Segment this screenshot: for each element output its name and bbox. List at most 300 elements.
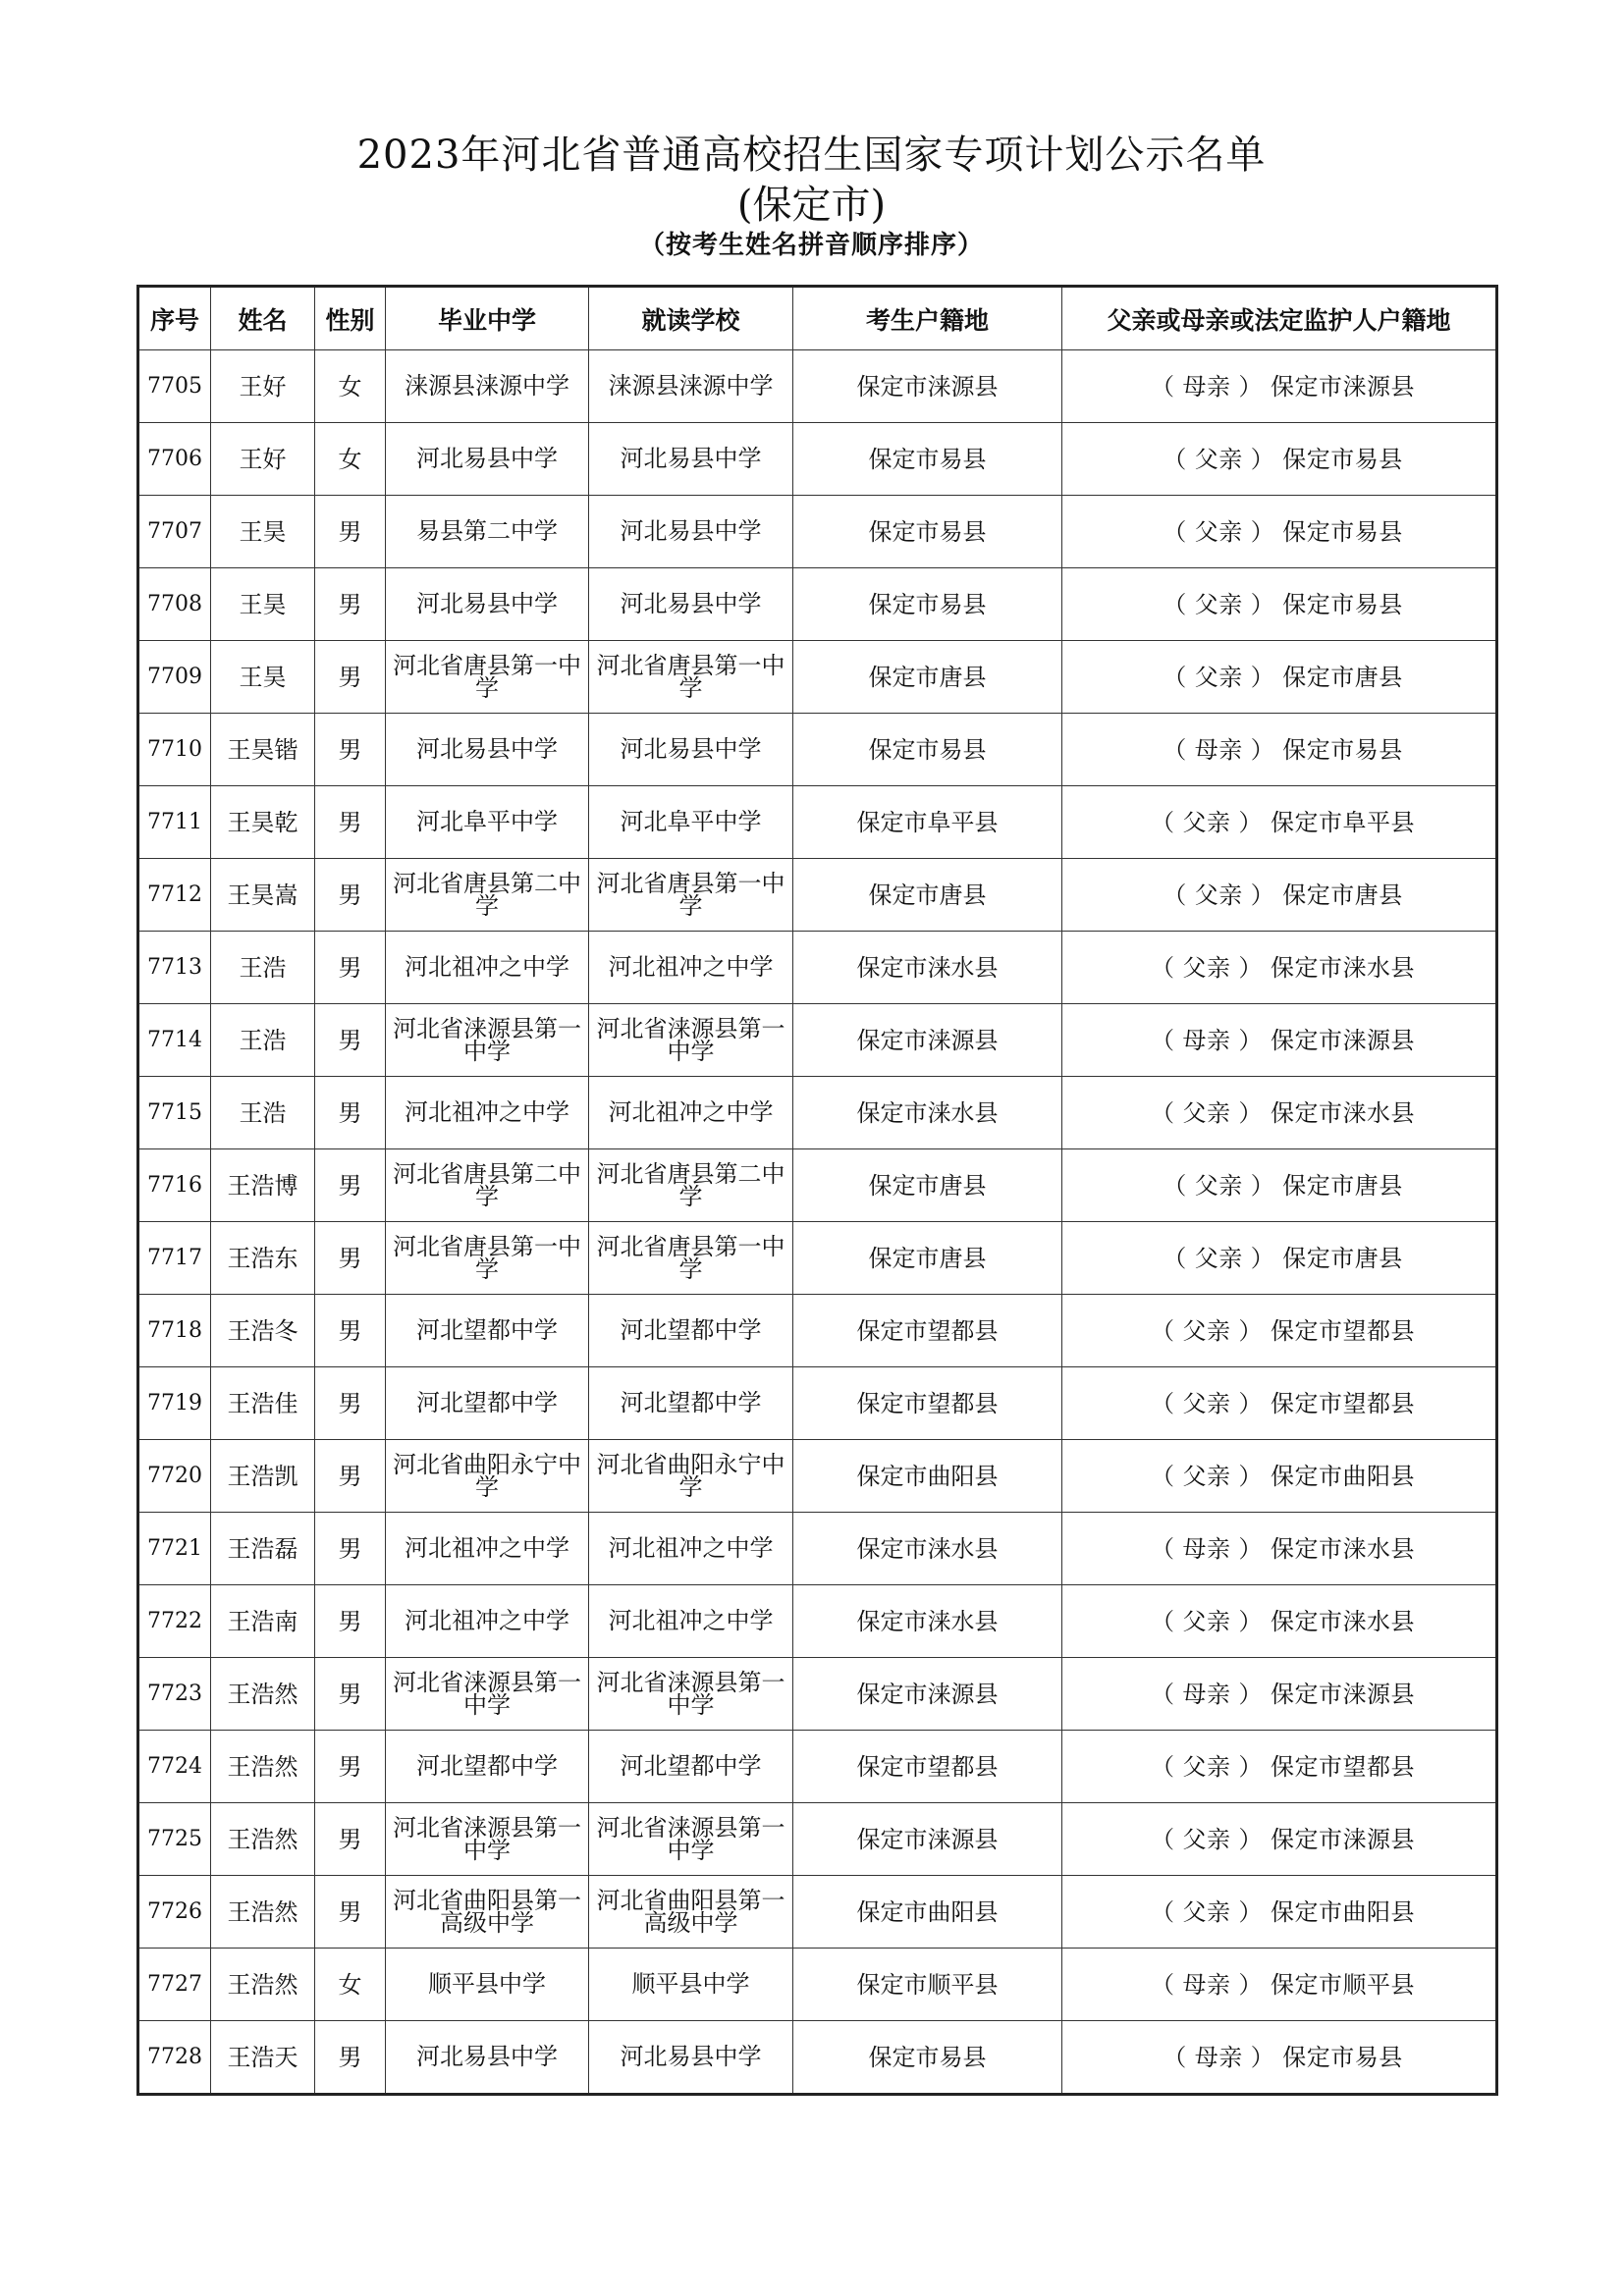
guardian-relation: 父亲 xyxy=(1182,953,1231,982)
guardian-relation: 父亲 xyxy=(1182,1098,1231,1127)
cell-no: 7726 xyxy=(138,1876,211,1949)
cell-guardian-hukou xyxy=(1062,350,1497,423)
cell-grad-school: 河北易县中学 xyxy=(386,2021,589,2095)
cell-gender: 男 xyxy=(315,932,386,1004)
cell-grad-school: 河北易县中学 xyxy=(386,568,589,641)
cell-hukou: 保定市唐县 xyxy=(793,859,1062,932)
cell-hukou: 保定市唐县 xyxy=(793,641,1062,714)
guardian-relation: 母亲 xyxy=(1194,2043,1243,2071)
cell-guardian-hukou xyxy=(1062,1295,1497,1367)
guardian-relation: 母亲 xyxy=(1182,1680,1231,1708)
table-row xyxy=(138,2021,1497,2095)
cell-guardian-hukou xyxy=(1062,496,1497,568)
cell-hukou: 保定市易县 xyxy=(793,714,1062,786)
table-row xyxy=(138,1876,1497,1949)
cell-grad-school: 河北易县中学 xyxy=(386,423,589,496)
cell-no: 7718 xyxy=(138,1295,211,1367)
guardian-place: 保定市涞水县 xyxy=(1271,953,1415,982)
table-row xyxy=(138,1367,1497,1440)
cell-gender: 男 xyxy=(315,1440,386,1513)
cell-no: 7706 xyxy=(138,423,211,496)
guardian-relation: 母亲 xyxy=(1194,735,1243,764)
table-row xyxy=(138,1149,1497,1222)
cell-grad-school: 河北望都中学 xyxy=(386,1731,589,1803)
table-row xyxy=(138,786,1497,859)
close-paren: ） xyxy=(1250,663,1275,691)
cell-gender: 男 xyxy=(315,1222,386,1295)
guardian-place: 保定市易县 xyxy=(1282,590,1403,618)
cell-name: 王浩 xyxy=(211,932,315,1004)
cell-gender: 男 xyxy=(315,1367,386,1440)
cell-study-school: 河北易县中学 xyxy=(589,423,793,496)
cell-guardian-hukou xyxy=(1062,1149,1497,1222)
cell-no: 7717 xyxy=(138,1222,211,1295)
close-paren: ） xyxy=(1250,445,1275,473)
cell-guardian-hukou xyxy=(1062,568,1497,641)
cell-guardian-hukou xyxy=(1062,1803,1497,1876)
table-row xyxy=(138,1949,1497,2021)
sort-note: （按考生姓名拼音顺序排序） xyxy=(638,231,984,260)
cell-study-school: 河北省唐县第一中学 xyxy=(589,1222,793,1295)
cell-hukou: 保定市涞源县 xyxy=(793,1803,1062,1876)
cell-no: 7720 xyxy=(138,1440,211,1513)
cell-name: 王浩然 xyxy=(211,1949,315,2021)
cell-grad-school: 河北省涞源县第一中学 xyxy=(386,1803,589,1876)
cell-no: 7725 xyxy=(138,1803,211,1876)
cell-guardian-hukou xyxy=(1062,1222,1497,1295)
cell-name: 王浩东 xyxy=(211,1222,315,1295)
close-paren: ） xyxy=(1250,735,1275,764)
cell-hukou: 保定市望都县 xyxy=(793,1367,1062,1440)
cell-hukou: 保定市唐县 xyxy=(793,1222,1062,1295)
close-paren: ） xyxy=(1238,372,1263,400)
cell-name: 王浩磊 xyxy=(211,1513,315,1585)
table-row xyxy=(138,1585,1497,1658)
close-paren: ） xyxy=(1238,1752,1263,1781)
table-row xyxy=(138,1658,1497,1731)
close-paren: ） xyxy=(1238,1316,1263,1345)
cell-no: 7710 xyxy=(138,714,211,786)
cell-hukou: 保定市曲阳县 xyxy=(793,1440,1062,1513)
open-paren: （ xyxy=(1163,517,1187,546)
header-cell-no: 序号 xyxy=(138,287,211,350)
table-row xyxy=(138,1731,1497,1803)
open-paren: （ xyxy=(1163,663,1187,691)
guardian-place: 保定市阜平县 xyxy=(1271,808,1415,836)
cell-guardian-hukou xyxy=(1062,1440,1497,1513)
cell-gender: 男 xyxy=(315,1077,386,1149)
cell-name: 王昊锴 xyxy=(211,714,315,786)
close-paren: ） xyxy=(1250,1244,1275,1272)
open-paren: （ xyxy=(1151,1462,1175,1490)
open-paren: （ xyxy=(1151,1098,1175,1127)
cell-study-school: 河北省涞源县第一中学 xyxy=(589,1803,793,1876)
open-paren: （ xyxy=(1151,1389,1175,1417)
cell-no: 7716 xyxy=(138,1149,211,1222)
cell-study-school: 河北易县中学 xyxy=(589,568,793,641)
cell-hukou: 保定市望都县 xyxy=(793,1731,1062,1803)
cell-no: 7709 xyxy=(138,641,211,714)
guardian-relation: 父亲 xyxy=(1194,517,1243,546)
cell-name: 王浩凯 xyxy=(211,1440,315,1513)
guardian-relation: 父亲 xyxy=(1194,1171,1243,1200)
cell-study-school: 河北易县中学 xyxy=(589,714,793,786)
cell-grad-school: 易县第二中学 xyxy=(386,496,589,568)
cell-hukou: 保定市涞源县 xyxy=(793,1658,1062,1731)
document-subtitle: (保定市) xyxy=(736,183,887,228)
cell-name: 王浩冬 xyxy=(211,1295,315,1367)
cell-grad-school: 顺平县中学 xyxy=(386,1949,589,2021)
guardian-place: 保定市易县 xyxy=(1282,445,1403,473)
cell-no: 7712 xyxy=(138,859,211,932)
cell-name: 王浩博 xyxy=(211,1149,315,1222)
cell-hukou: 保定市易县 xyxy=(793,496,1062,568)
cell-grad-school: 河北阜平中学 xyxy=(386,786,589,859)
cell-no: 7715 xyxy=(138,1077,211,1149)
cell-hukou: 保定市涞源县 xyxy=(793,350,1062,423)
guardian-place: 保定市涞源县 xyxy=(1271,372,1415,400)
cell-grad-school: 河北望都中学 xyxy=(386,1295,589,1367)
cell-guardian-hukou xyxy=(1062,641,1497,714)
table-row xyxy=(138,1295,1497,1367)
cell-grad-school: 河北望都中学 xyxy=(386,1367,589,1440)
cell-name: 王浩天 xyxy=(211,2021,315,2095)
cell-hukou: 保定市望都县 xyxy=(793,1295,1062,1367)
cell-name: 王浩南 xyxy=(211,1585,315,1658)
open-paren: （ xyxy=(1151,1607,1175,1635)
cell-hukou: 保定市涞水县 xyxy=(793,1585,1062,1658)
guardian-relation: 父亲 xyxy=(1182,1607,1231,1635)
close-paren: ） xyxy=(1250,590,1275,618)
cell-grad-school: 河北省唐县第二中学 xyxy=(386,859,589,932)
header-cell-hukou: 考生户籍地 xyxy=(793,287,1062,350)
close-paren: ） xyxy=(1238,808,1263,836)
guardian-place: 保定市唐县 xyxy=(1282,881,1403,909)
cell-name: 王浩 xyxy=(211,1077,315,1149)
cell-grad-school: 河北祖冲之中学 xyxy=(386,1585,589,1658)
guardian-place: 保定市望都县 xyxy=(1271,1752,1415,1781)
cell-gender: 男 xyxy=(315,1876,386,1949)
guardian-relation: 父亲 xyxy=(1182,1752,1231,1781)
cell-grad-school: 河北省唐县第一中学 xyxy=(386,641,589,714)
cell-study-school: 顺平县中学 xyxy=(589,1949,793,2021)
guardian-relation: 父亲 xyxy=(1194,663,1243,691)
cell-hukou: 保定市易县 xyxy=(793,568,1062,641)
close-paren: ） xyxy=(1238,1970,1263,1999)
close-paren: ） xyxy=(1238,1825,1263,1853)
cell-gender: 男 xyxy=(315,496,386,568)
cell-study-school: 河北祖冲之中学 xyxy=(589,1513,793,1585)
cell-no: 7707 xyxy=(138,496,211,568)
cell-name: 王浩然 xyxy=(211,1876,315,1949)
guardian-relation: 母亲 xyxy=(1182,1026,1231,1054)
roster-table xyxy=(136,285,1498,2096)
cell-guardian-hukou xyxy=(1062,1077,1497,1149)
guardian-place: 保定市易县 xyxy=(1282,2043,1403,2071)
cell-no: 7724 xyxy=(138,1731,211,1803)
header-cell-name: 姓名 xyxy=(211,287,315,350)
guardian-place: 保定市唐县 xyxy=(1282,1244,1403,1272)
close-paren: ） xyxy=(1250,2043,1275,2071)
open-paren: （ xyxy=(1151,1680,1175,1708)
close-paren: ） xyxy=(1238,1026,1263,1054)
cell-name: 王昊 xyxy=(211,641,315,714)
cell-guardian-hukou xyxy=(1062,714,1497,786)
cell-hukou: 保定市顺平县 xyxy=(793,1949,1062,2021)
cell-study-school: 河北望都中学 xyxy=(589,1295,793,1367)
cell-study-school: 河北省涞源县第一中学 xyxy=(589,1004,793,1077)
cell-grad-school: 河北祖冲之中学 xyxy=(386,932,589,1004)
open-paren: （ xyxy=(1151,1534,1175,1563)
cell-guardian-hukou xyxy=(1062,1731,1497,1803)
cell-name: 王好 xyxy=(211,350,315,423)
cell-gender: 男 xyxy=(315,1004,386,1077)
table-row xyxy=(138,1004,1497,1077)
close-paren: ） xyxy=(1250,1171,1275,1200)
close-paren: ） xyxy=(1238,1098,1263,1127)
table-body xyxy=(138,350,1497,2095)
cell-guardian-hukou xyxy=(1062,423,1497,496)
table-row xyxy=(138,932,1497,1004)
cell-hukou: 保定市唐县 xyxy=(793,1149,1062,1222)
cell-gender: 男 xyxy=(315,1295,386,1367)
cell-hukou: 保定市涞源县 xyxy=(793,1004,1062,1077)
cell-study-school: 河北易县中学 xyxy=(589,2021,793,2095)
open-paren: （ xyxy=(1163,445,1187,473)
cell-grad-school: 河北省唐县第一中学 xyxy=(386,1222,589,1295)
table-row xyxy=(138,1513,1497,1585)
guardian-place: 保定市唐县 xyxy=(1282,1171,1403,1200)
cell-grad-school: 河北省曲阳永宁中学 xyxy=(386,1440,589,1513)
cell-guardian-hukou xyxy=(1062,859,1497,932)
cell-grad-school: 河北易县中学 xyxy=(386,714,589,786)
open-paren: （ xyxy=(1163,1244,1187,1272)
table-row xyxy=(138,1222,1497,1295)
cell-guardian-hukou xyxy=(1062,932,1497,1004)
cell-grad-school: 河北省涞源县第一中学 xyxy=(386,1658,589,1731)
table-row xyxy=(138,1077,1497,1149)
close-paren: ） xyxy=(1238,1680,1263,1708)
cell-hukou: 保定市易县 xyxy=(793,423,1062,496)
cell-name: 王昊 xyxy=(211,496,315,568)
close-paren: ） xyxy=(1238,1534,1263,1563)
guardian-relation: 父亲 xyxy=(1194,1244,1243,1272)
cell-no: 7722 xyxy=(138,1585,211,1658)
cell-gender: 男 xyxy=(315,1149,386,1222)
close-paren: ） xyxy=(1238,1462,1263,1490)
cell-study-school: 河北省唐县第一中学 xyxy=(589,641,793,714)
guardian-relation: 父亲 xyxy=(1182,808,1231,836)
cell-grad-school: 河北祖冲之中学 xyxy=(386,1513,589,1585)
cell-gender: 男 xyxy=(315,2021,386,2095)
open-paren: （ xyxy=(1163,590,1187,618)
cell-no: 7719 xyxy=(138,1367,211,1440)
cell-hukou: 保定市涞水县 xyxy=(793,1513,1062,1585)
guardian-place: 保定市易县 xyxy=(1282,517,1403,546)
guardian-relation: 母亲 xyxy=(1182,1534,1231,1563)
cell-name: 王昊 xyxy=(211,568,315,641)
cell-gender: 女 xyxy=(315,1949,386,2021)
open-paren: （ xyxy=(1151,1897,1175,1926)
guardian-relation: 父亲 xyxy=(1194,590,1243,618)
cell-study-school: 河北省涞源县第一中学 xyxy=(589,1658,793,1731)
cell-gender: 女 xyxy=(315,423,386,496)
open-paren: （ xyxy=(1163,1171,1187,1200)
cell-hukou: 保定市涞水县 xyxy=(793,932,1062,1004)
cell-no: 7728 xyxy=(138,2021,211,2095)
open-paren: （ xyxy=(1163,881,1187,909)
cell-study-school: 河北省曲阳县第一高级中学 xyxy=(589,1876,793,1949)
cell-gender: 男 xyxy=(315,1585,386,1658)
close-paren: ） xyxy=(1238,1897,1263,1926)
cell-gender: 男 xyxy=(315,1658,386,1731)
guardian-place: 保定市顺平县 xyxy=(1271,1970,1415,1999)
cell-name: 王浩然 xyxy=(211,1658,315,1731)
cell-no: 7723 xyxy=(138,1658,211,1731)
close-paren: ） xyxy=(1250,517,1275,546)
open-paren: （ xyxy=(1151,1825,1175,1853)
guardian-place: 保定市涞水县 xyxy=(1271,1607,1415,1635)
cell-study-school: 涞源县涞源中学 xyxy=(589,350,793,423)
cell-no: 7714 xyxy=(138,1004,211,1077)
guardian-place: 保定市涞源县 xyxy=(1271,1825,1415,1853)
open-paren: （ xyxy=(1151,808,1175,836)
header-cell-guardian-hukou: 父亲或母亲或法定监护人户籍地 xyxy=(1062,287,1497,350)
guardian-place: 保定市望都县 xyxy=(1271,1389,1415,1417)
document-title: 2023年河北省普通高校招生国家专项计划公示名单 xyxy=(356,133,1267,178)
cell-hukou: 保定市涞水县 xyxy=(793,1077,1062,1149)
header-cell-grad-school: 毕业中学 xyxy=(386,287,589,350)
open-paren: （ xyxy=(1151,372,1175,400)
header-cell-study-school: 就读学校 xyxy=(589,287,793,350)
guardian-relation: 父亲 xyxy=(1182,1316,1231,1345)
cell-study-school: 河北望都中学 xyxy=(589,1367,793,1440)
cell-study-school: 河北祖冲之中学 xyxy=(589,1077,793,1149)
cell-grad-school: 涞源县涞源中学 xyxy=(386,350,589,423)
guardian-place: 保定市曲阳县 xyxy=(1271,1462,1415,1490)
cell-no: 7727 xyxy=(138,1949,211,2021)
cell-name: 王好 xyxy=(211,423,315,496)
cell-no: 7721 xyxy=(138,1513,211,1585)
cell-guardian-hukou xyxy=(1062,786,1497,859)
cell-study-school: 河北望都中学 xyxy=(589,1731,793,1803)
guardian-relation: 父亲 xyxy=(1182,1389,1231,1417)
cell-study-school: 河北省唐县第二中学 xyxy=(589,1149,793,1222)
cell-gender: 男 xyxy=(315,859,386,932)
cell-no: 7705 xyxy=(138,350,211,423)
cell-gender: 男 xyxy=(315,1731,386,1803)
guardian-relation: 母亲 xyxy=(1182,1970,1231,1999)
open-paren: （ xyxy=(1151,1970,1175,1999)
guardian-place: 保定市涞水县 xyxy=(1271,1534,1415,1563)
cell-gender: 男 xyxy=(315,1803,386,1876)
close-paren: ） xyxy=(1250,881,1275,909)
close-paren: ） xyxy=(1238,953,1263,982)
cell-gender: 男 xyxy=(315,568,386,641)
cell-guardian-hukou xyxy=(1062,1658,1497,1731)
open-paren: （ xyxy=(1163,735,1187,764)
cell-guardian-hukou xyxy=(1062,2021,1497,2095)
cell-study-school: 河北祖冲之中学 xyxy=(589,1585,793,1658)
cell-gender: 男 xyxy=(315,1513,386,1585)
guardian-place: 保定市涞源县 xyxy=(1271,1026,1415,1054)
cell-guardian-hukou xyxy=(1062,1004,1497,1077)
cell-no: 7708 xyxy=(138,568,211,641)
cell-no: 7711 xyxy=(138,786,211,859)
guardian-relation: 父亲 xyxy=(1194,881,1243,909)
guardian-place: 保定市涞源县 xyxy=(1271,1680,1415,1708)
table-header-row xyxy=(138,287,1497,350)
table-row xyxy=(138,641,1497,714)
table-row xyxy=(138,568,1497,641)
cell-grad-school: 河北祖冲之中学 xyxy=(386,1077,589,1149)
open-paren: （ xyxy=(1163,2043,1187,2071)
cell-name: 王浩佳 xyxy=(211,1367,315,1440)
guardian-relation: 父亲 xyxy=(1182,1825,1231,1853)
open-paren: （ xyxy=(1151,1752,1175,1781)
cell-gender: 男 xyxy=(315,714,386,786)
cell-name: 王浩然 xyxy=(211,1803,315,1876)
guardian-relation: 父亲 xyxy=(1182,1897,1231,1926)
table-row xyxy=(138,859,1497,932)
cell-guardian-hukou xyxy=(1062,1876,1497,1949)
guardian-place: 保定市易县 xyxy=(1282,735,1403,764)
cell-no: 7713 xyxy=(138,932,211,1004)
cell-hukou: 保定市阜平县 xyxy=(793,786,1062,859)
close-paren: ） xyxy=(1238,1389,1263,1417)
cell-gender: 男 xyxy=(315,786,386,859)
close-paren: ） xyxy=(1238,1607,1263,1635)
cell-gender: 女 xyxy=(315,350,386,423)
table-row xyxy=(138,350,1497,423)
cell-study-school: 河北阜平中学 xyxy=(589,786,793,859)
guardian-place: 保定市曲阳县 xyxy=(1271,1897,1415,1926)
cell-hukou: 保定市曲阳县 xyxy=(793,1876,1062,1949)
cell-study-school: 河北祖冲之中学 xyxy=(589,932,793,1004)
cell-study-school: 河北省唐县第一中学 xyxy=(589,859,793,932)
cell-hukou: 保定市易县 xyxy=(793,2021,1062,2095)
cell-study-school: 河北省曲阳永宁中学 xyxy=(589,1440,793,1513)
cell-name: 王昊嵩 xyxy=(211,859,315,932)
table-row xyxy=(138,714,1497,786)
guardian-place: 保定市唐县 xyxy=(1282,663,1403,691)
table-row xyxy=(138,1803,1497,1876)
cell-grad-school: 河北省涞源县第一中学 xyxy=(386,1004,589,1077)
cell-study-school: 河北易县中学 xyxy=(589,496,793,568)
table-row xyxy=(138,423,1497,496)
guardian-place: 保定市望都县 xyxy=(1271,1316,1415,1345)
guardian-relation: 父亲 xyxy=(1182,1462,1231,1490)
cell-name: 王昊乾 xyxy=(211,786,315,859)
header-cell-gender: 性别 xyxy=(315,287,386,350)
cell-gender: 男 xyxy=(315,641,386,714)
cell-name: 王浩 xyxy=(211,1004,315,1077)
table-row xyxy=(138,1440,1497,1513)
cell-guardian-hukou xyxy=(1062,1949,1497,2021)
cell-guardian-hukou xyxy=(1062,1367,1497,1440)
guardian-place: 保定市涞水县 xyxy=(1271,1098,1415,1127)
cell-grad-school: 河北省曲阳县第一高级中学 xyxy=(386,1876,589,1949)
cell-name: 王浩然 xyxy=(211,1731,315,1803)
open-paren: （ xyxy=(1151,953,1175,982)
open-paren: （ xyxy=(1151,1316,1175,1345)
cell-grad-school: 河北省唐县第二中学 xyxy=(386,1149,589,1222)
guardian-relation: 母亲 xyxy=(1182,372,1231,400)
cell-guardian-hukou xyxy=(1062,1585,1497,1658)
guardian-relation: 父亲 xyxy=(1194,445,1243,473)
table-row xyxy=(138,496,1497,568)
open-paren: （ xyxy=(1151,1026,1175,1054)
